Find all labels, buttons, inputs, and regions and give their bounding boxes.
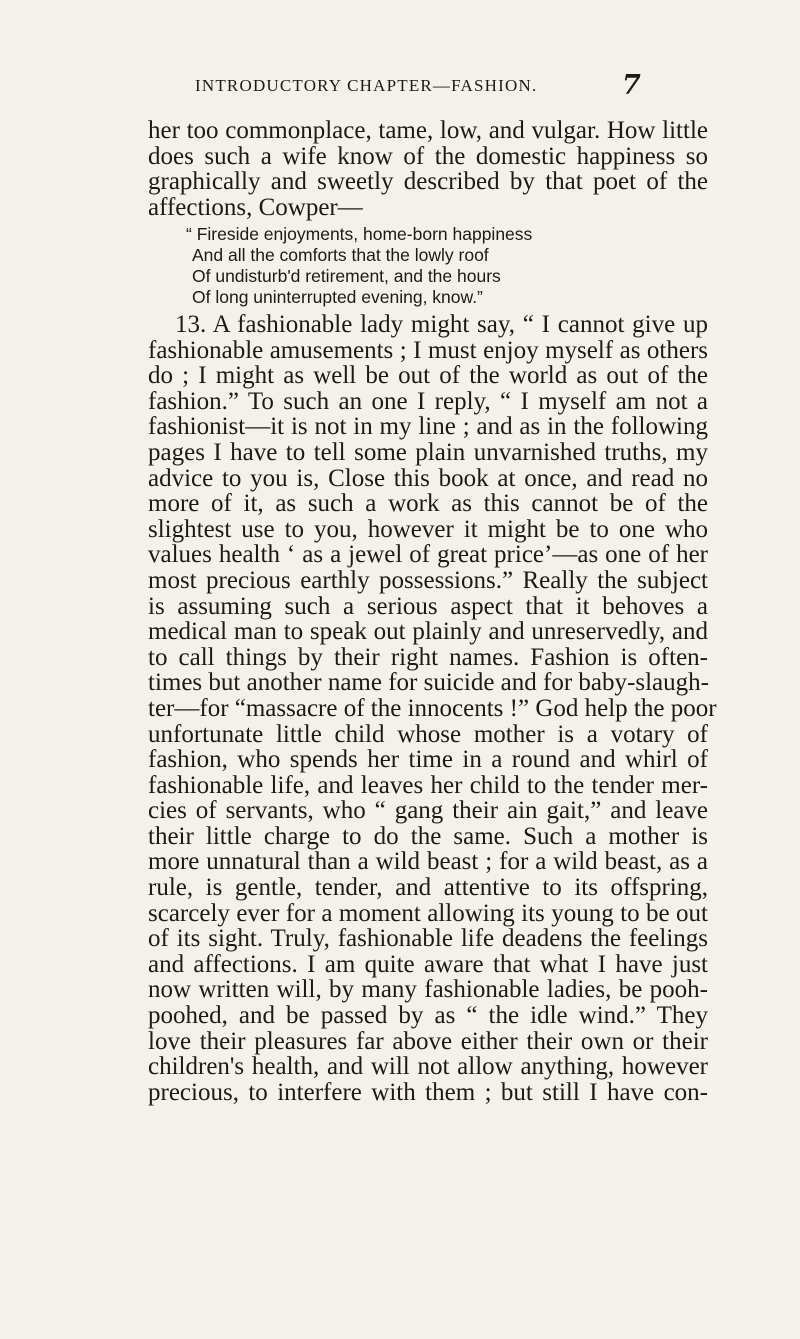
- text-line: scarcely ever for a moment allowing its young to be out: [148, 899, 708, 927]
- text-line: now written will, by many fashionable ladies, be pooh-: [148, 976, 708, 1004]
- intro-paragraph: [148, 118, 708, 220]
- running-header: INTRODUCTORY CHAPTER—FASHION.: [195, 76, 538, 95]
- text-line: fashionable amusements ; I must enjoy myself as others: [148, 336, 708, 364]
- section-13-paragraph: [148, 311, 717, 1106]
- text-line: fashion.” To such an one I reply, “ I myself am not a: [148, 387, 708, 415]
- text-line: her too commonplace, tame, low, and vulgar. How little: [148, 117, 708, 144]
- text-line: poohed, and be passed by as “ the idle wind.” They: [148, 1002, 708, 1030]
- text-line: times but another name for suicide and for baby-slaugh-: [148, 669, 709, 697]
- text-line: their little charge to do the same. Such a mother is: [148, 822, 708, 850]
- text-line: most precious earthly possessions.” Really the subject: [148, 566, 708, 594]
- text-line: fashion, who spends her time in a round and whirl of: [148, 746, 708, 774]
- text-line: rule, is gentle, tender, and attentive to its offspring,: [148, 874, 708, 902]
- quote-line: Of long uninterrupted evening, know.”: [192, 287, 483, 307]
- text-line: cies of servants, who “ gang their ain gait,” and leave: [148, 797, 708, 825]
- text-line: 13. A fashionable lady might say, “ I cannot give up: [175, 311, 708, 338]
- text-line: to call things by their right names. Fashion is often-: [148, 643, 708, 671]
- text-line: is assuming such a serious aspect that it behoves a: [148, 592, 708, 620]
- text-line: slightest use to you, however it might be to one who: [148, 515, 708, 543]
- text-line: more of it, as such a work as this cannot be of the: [148, 490, 708, 518]
- text-line: values health ‘ as a jewel of great price’—as one of her: [148, 541, 708, 569]
- cowper-quote: [186, 224, 706, 308]
- quote-line: “ Fireside enjoyments, home-born happiness: [186, 224, 533, 244]
- text-line: affections, Cowper—: [148, 193, 363, 221]
- text-line: graphically and sweetly described by that poet of the: [148, 168, 708, 196]
- text-line: children's health, and will not allow anything, however: [148, 1053, 708, 1081]
- page-number: 7: [622, 70, 641, 101]
- text-line: love their pleasures far above either their own or their: [148, 1027, 708, 1055]
- text-line: fashionable life, and leaves her child to the tender mer-: [148, 771, 708, 799]
- text-line: do ; I might as well be out of the world as out of the: [148, 362, 708, 390]
- text-line: of its sight. Truly, fashionable life deadens the feelings: [148, 925, 708, 953]
- quote-line: And all the comforts that the lowly roof: [192, 245, 489, 265]
- text-line: medical man to speak out plainly and unreservedly, and: [148, 618, 708, 646]
- text-line: unfortunate little child whose mother is a votary of: [148, 720, 708, 748]
- text-line: more unnatural than a wild beast ; for a wild beast, as a: [148, 848, 708, 876]
- text-line: advice to you is, Close this book at once, and read no: [148, 464, 708, 492]
- text-line: does such a wife know of the domestic happiness so: [148, 142, 708, 170]
- quote-line: Of undisturb'd retirement, and the hours: [192, 266, 501, 286]
- text-line: precious, to interfere with them ; but still I have con-: [148, 1078, 708, 1106]
- text-line: and affections. I am quite aware that what I have just: [148, 950, 708, 978]
- text-line: fashionist—it is not in my line ; and as in the following: [148, 413, 708, 441]
- text-line: pages I have to tell some plain unvarnished truths, my: [148, 438, 708, 466]
- text-line: ter—for “massacre of the innocents !” God help the poor: [148, 694, 717, 722]
